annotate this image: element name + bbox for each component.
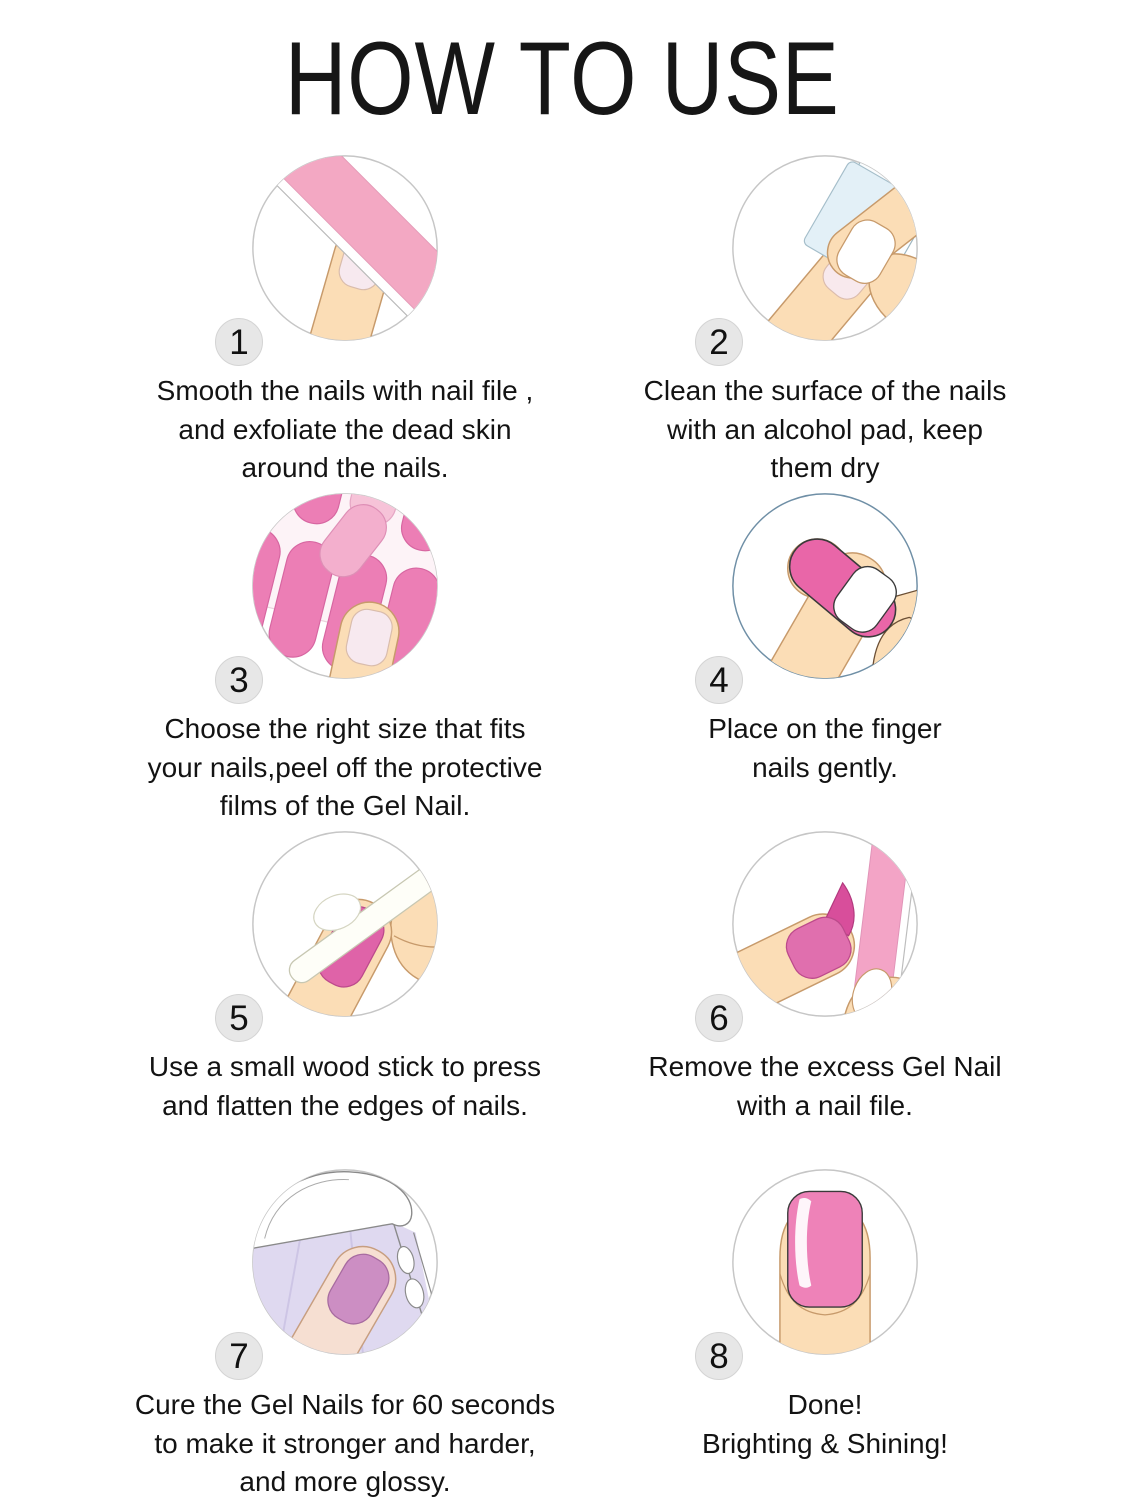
step-6 bbox=[595, 826, 1055, 1164]
step-8 bbox=[595, 1164, 1055, 1500]
step-7 bbox=[115, 1164, 575, 1500]
step-8-figure bbox=[665, 1164, 985, 1376]
step-4-number-badge bbox=[695, 656, 743, 704]
step-4-number: 4 bbox=[709, 660, 729, 700]
step-2-caption: Clean the surface of the nails with an alcohol pad, keep them dry bbox=[643, 375, 1007, 484]
alcohol-pad-illustration bbox=[727, 150, 923, 346]
step-3-number-badge bbox=[215, 656, 263, 704]
step-8-number-badge bbox=[695, 1332, 743, 1380]
step-6-number: 6 bbox=[709, 998, 729, 1038]
steps-grid bbox=[115, 150, 1125, 1500]
step-1-number: 1 bbox=[229, 322, 249, 362]
step-6-figure bbox=[665, 826, 985, 1038]
step-7-number-badge bbox=[215, 1332, 263, 1380]
step-3-number: 3 bbox=[229, 660, 249, 700]
step-6-caption: Remove the excess Gel Nail with a nail file. bbox=[648, 1051, 1002, 1121]
step-2-figure bbox=[665, 150, 985, 362]
step-4-caption: Place on the finger nails gently. bbox=[708, 713, 942, 783]
step-4 bbox=[595, 488, 1055, 826]
gel-sticker-sheet-illustration bbox=[247, 488, 443, 684]
step-2-number-badge bbox=[695, 318, 743, 366]
step-7-figure bbox=[185, 1164, 505, 1376]
step-2-number: 2 bbox=[709, 322, 729, 362]
step-2 bbox=[595, 150, 1055, 488]
page-title: HOW TO USE bbox=[285, 21, 840, 137]
step-3 bbox=[115, 488, 575, 826]
nail-file-illustration bbox=[247, 150, 443, 346]
step-8-number: 8 bbox=[709, 1336, 729, 1376]
step-7-number: 7 bbox=[229, 1336, 249, 1376]
step-5-number-badge bbox=[215, 994, 263, 1042]
wood-stick-press-illustration bbox=[247, 826, 443, 1022]
step-3-figure bbox=[185, 488, 505, 700]
step-1-number-badge bbox=[215, 318, 263, 366]
step-5-caption: Use a small wood stick to press and flatten the edges of nails. bbox=[148, 1051, 542, 1121]
step-4-figure bbox=[665, 488, 985, 700]
step-1-caption: Smooth the nails with nail file , and exfoliate the dead skin around the nails. bbox=[156, 375, 534, 484]
step-3-caption: Choose the right size that fits your nails,peel off the protective films of the Gel Nail. bbox=[147, 713, 543, 822]
step-5 bbox=[115, 826, 575, 1164]
step-5-number: 5 bbox=[229, 998, 249, 1038]
step-1 bbox=[115, 150, 575, 488]
place-on-nail-illustration bbox=[727, 488, 923, 684]
uv-lamp-cure-illustration bbox=[247, 1164, 443, 1360]
step-5-figure bbox=[185, 826, 505, 1038]
remove-excess-file-illustration bbox=[727, 826, 923, 1022]
step-1-figure bbox=[185, 150, 505, 362]
step-8-caption: Done! Brighting & Shining! bbox=[702, 1389, 948, 1459]
step-7-caption: Cure the Gel Nails for 60 seconds to make it stronger and harder, and more glossy. bbox=[134, 1389, 556, 1498]
finished-nail-illustration bbox=[727, 1164, 923, 1360]
step-6-number-badge bbox=[695, 994, 743, 1042]
